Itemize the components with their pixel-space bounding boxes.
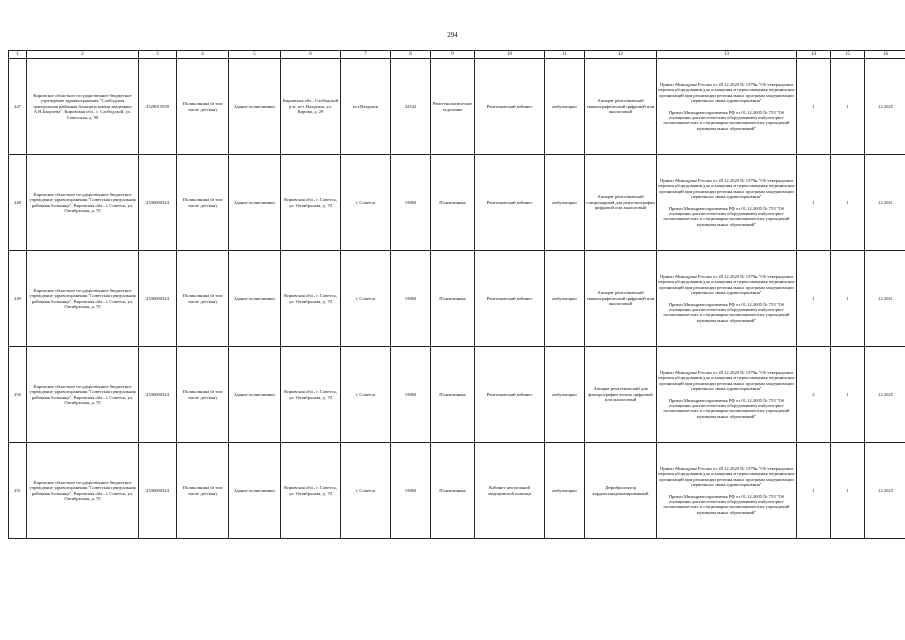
clinic-cell: Поликлиника (в том числе детская) <box>177 443 229 539</box>
column-number: 16 <box>865 51 905 59</box>
order-753-text: Приказ Минздравсоцразвития РФ от 01.12.2005 № 753 "Об оснащении диагностическим оборудованием амбулаторно-поликлинических и стационарно-поликлинических учреждений муниципальных образований" <box>663 301 790 323</box>
column-number: 9 <box>431 51 475 59</box>
table-row <box>9 251 905 347</box>
column-number: 7 <box>341 51 391 59</box>
locality-cell: г. Советск <box>341 251 391 347</box>
column-number: 11 <box>545 51 585 59</box>
quantity-2-cell: 1 <box>831 443 865 539</box>
room-cell: Рентгеновский кабинет <box>475 347 545 443</box>
care-cell: амбулаторно <box>545 59 585 155</box>
order-1379n-text: Приказ Минздрава России от 28.12.2020 № 1379н "Об утверждении перечня оборудования для оснащения и переоснащения медицинских организаций при реализации региональных программ модернизации первичного звена здравоохранения" <box>658 81 795 104</box>
code-cell: 15860 <box>391 347 431 443</box>
organization-cell: Кировское областное государственное бюджетное учреждение здравоохранения "Советская центральная районная больница", Кировская обл., г. Советск, ул. Октябрьская, д. 70 <box>27 443 139 539</box>
row-number: 247 <box>9 59 27 155</box>
quantity-cell: 1 <box>797 59 831 155</box>
legal-basis-cell <box>657 155 797 251</box>
code-cell: 15860 <box>391 443 431 539</box>
date-cell: 12.2025 <box>865 347 905 443</box>
order-753-text: Приказ Минздравсоцразвития РФ от 01.12.2005 № 753 "Об оснащении диагностическим оборудованием амбулаторно-поликлинических и стационарно-поликлинических учреждений муниципальных образований" <box>663 397 790 419</box>
room-cell: Рентгеновский кабинет <box>475 155 545 251</box>
quantity-cell: 1 <box>797 155 831 251</box>
column-number: 15 <box>831 51 865 59</box>
date-cell: 12.2025 <box>865 59 905 155</box>
column-number: 1 <box>9 51 27 59</box>
care-cell: амбулаторно <box>545 347 585 443</box>
legal-basis-cell <box>657 59 797 155</box>
date-cell: 12.2021 <box>865 155 905 251</box>
building-cell: Здание поликлиники <box>229 443 281 539</box>
organization-cell: Кировское областное государственное бюджетное учреждение здравоохранения "Советская центральная районная больница", Кировская обл., г. Советск, ул. Октябрьская, д. 70 <box>27 251 139 347</box>
order-753-text: Приказ Минздравсоцразвития РФ от 01.12.2005 № 753 "Об оснащении диагностическим оборудованием амбулаторно-поликлинических и стационарно-поликлинических учреждений муниципальных образований" <box>663 109 790 131</box>
legal-basis-cell <box>657 347 797 443</box>
row-number: 248 <box>9 155 27 251</box>
unit-cell: Поликлиника <box>431 251 475 347</box>
table-row <box>9 347 905 443</box>
order-1379n-text: Приказ Минздрава России от 28.12.2020 № 1379н "Об утверждении перечня оборудования для оснащения и переоснащения медицинских организаций при реализации региональных программ модернизации первичного звена здравоохранения" <box>658 465 795 488</box>
column-number: 2 <box>27 51 139 59</box>
room-cell: Кабинет неотложной медицинской помощи <box>475 443 545 539</box>
quantity-cell: 2 <box>797 347 831 443</box>
table-row <box>9 155 905 251</box>
care-cell: амбулаторно <box>545 155 585 251</box>
organization-cell: Кировское областное государственное бюджетное учреждение здравоохранения "Советская центральная районная больница", Кировская обл., г. Советск, ул. Октябрьская, д. 70 <box>27 347 139 443</box>
organization-cell: Кировское областное государственное бюджетное учреждение здравоохранения "Советская центральная районная больница", Кировская обл., г. Советск, ул. Октябрьская, д. 70 <box>27 155 139 251</box>
column-number: 6 <box>281 51 341 59</box>
locality-cell: г. Советск <box>341 347 391 443</box>
order-1379n-text: Приказ Минздрава России от 28.12.2020 № 1379н "Об утверждении перечня оборудования для оснащения и переоснащения медицинских организаций при реализации региональных программ модернизации первичного звена здравоохранения" <box>658 273 795 296</box>
unit-cell: Рентгенологическое отделение <box>431 59 475 155</box>
page-number: 294 <box>447 31 458 39</box>
column-number: 4 <box>177 51 229 59</box>
care-cell: амбулаторно <box>545 251 585 347</box>
quantity-2-cell: 1 <box>831 347 865 443</box>
inn-cell: 4330000324 <box>139 443 177 539</box>
building-cell: Здание поликлиники <box>229 251 281 347</box>
quantity-cell: 1 <box>797 251 831 347</box>
inn-cell: 4330000324 <box>139 155 177 251</box>
equipment-cell: Аппарат рентгеновский для флюорографии легких цифровой или аналоговый <box>585 347 657 443</box>
row-number: 250 <box>9 347 27 443</box>
quantity-2-cell: 1 <box>831 59 865 155</box>
order-753-text: Приказ Минздравсоцразвития РФ от 01.12.2005 № 753 "Об оснащении диагностическим оборудованием амбулаторно-поликлинических и стационарно-поликлинических учреждений муниципальных образований" <box>663 493 790 515</box>
care-cell: амбулаторно <box>545 443 585 539</box>
date-cell: 12.2021 <box>865 251 905 347</box>
equipment-cell: Аппарат рентгеновский маммографический цифровой или аналоговый <box>585 251 657 347</box>
organization-cell: Кировское областное государственное бюджетное учреждение здравоохранения "Слободская центральная районная больница имени академика А.Н.Бакулева", Кировская обл., г. Слободской, ул. Советская, д. 90 <box>27 59 139 155</box>
address-cell: Кировская обл., Слободской р-н, пгт. Вахруши, ул. Кирова, д. 29 <box>281 59 341 155</box>
inn-cell: 4330000324 <box>139 251 177 347</box>
column-number-row <box>9 51 905 59</box>
code-cell: 32542 <box>391 59 431 155</box>
date-cell: 12.2023 <box>865 443 905 539</box>
code-cell: 15860 <box>391 251 431 347</box>
column-number: 13 <box>657 51 797 59</box>
equipment-cell: Аппарат рентгеновский маммографический цифровой или аналоговый <box>585 59 657 155</box>
address-cell: Кировская обл., г. Советск, ул. Октябрьская, д. 70 <box>281 251 341 347</box>
clinic-cell: Поликлиника (в том числе детская) <box>177 59 229 155</box>
room-cell: Рентгеновский кабинет <box>475 251 545 347</box>
building-cell: Здание поликлиники <box>229 347 281 443</box>
column-number: 8 <box>391 51 431 59</box>
row-number: 249 <box>9 251 27 347</box>
equipment-cell: Аппарат рентгеновский стационарный для рентгенографии цифровой или аналоговый <box>585 155 657 251</box>
quantity-cell: 1 <box>797 443 831 539</box>
address-cell: Кировская обл., г. Советск, ул. Октябрьская, д. 70 <box>281 443 341 539</box>
address-cell: Кировская обл., г. Советск, ул. Октябрьская, д. 70 <box>281 347 341 443</box>
row-number: 251 <box>9 443 27 539</box>
order-753-text: Приказ Минздравсоцразвития РФ от 01.12.2005 № 753 "Об оснащении диагностическим оборудованием амбулаторно-поликлинических и стационарно-поликлинических учреждений муниципальных образований" <box>663 205 790 227</box>
table-row <box>9 59 905 155</box>
column-number: 5 <box>229 51 281 59</box>
unit-cell: Поликлиника <box>431 347 475 443</box>
inn-cell: 4330000324 <box>139 347 177 443</box>
legal-basis-cell <box>657 251 797 347</box>
table-row <box>9 443 905 539</box>
column-number: 10 <box>475 51 545 59</box>
legal-basis-cell <box>657 443 797 539</box>
locality-cell: пгт.Вахруши <box>341 59 391 155</box>
clinic-cell: Поликлиника (в том числе детская) <box>177 347 229 443</box>
quantity-2-cell: 1 <box>831 155 865 251</box>
inn-cell: 4329015939 <box>139 59 177 155</box>
column-number: 3 <box>139 51 177 59</box>
quantity-2-cell: 1 <box>831 251 865 347</box>
clinic-cell: Поликлиника (в том числе детская) <box>177 155 229 251</box>
order-1379n-text: Приказ Минздрава России от 28.12.2020 № 1379н "Об утверждении перечня оборудования для оснащения и переоснащения медицинских организаций при реализации региональных программ модернизации первичного звена здравоохранения" <box>658 177 795 200</box>
locality-cell: г. Советск <box>341 155 391 251</box>
equipment-cell: Дефибриллятор кардиосинхронизированный <box>585 443 657 539</box>
column-number: 12 <box>585 51 657 59</box>
building-cell: Здание поликлиники <box>229 155 281 251</box>
unit-cell: Поликлиника <box>431 443 475 539</box>
clinic-cell: Поликлиника (в том числе детская) <box>177 251 229 347</box>
unit-cell: Поликлиника <box>431 155 475 251</box>
room-cell: Рентгеновский кабинет <box>475 59 545 155</box>
equipment-table <box>8 50 905 539</box>
address-cell: Кировская обл., г. Советск, ул. Октябрьская, д. 70 <box>281 155 341 251</box>
locality-cell: г. Советск <box>341 443 391 539</box>
column-number: 14 <box>797 51 831 59</box>
order-1379n-text: Приказ Минздрава России от 28.12.2020 № 1379н "Об утверждении перечня оборудования для оснащения и переоснащения медицинских организаций при реализации региональных программ модернизации первичного звена здравоохранения" <box>658 369 795 392</box>
code-cell: 15860 <box>391 155 431 251</box>
building-cell: Здание поликлиники <box>229 59 281 155</box>
